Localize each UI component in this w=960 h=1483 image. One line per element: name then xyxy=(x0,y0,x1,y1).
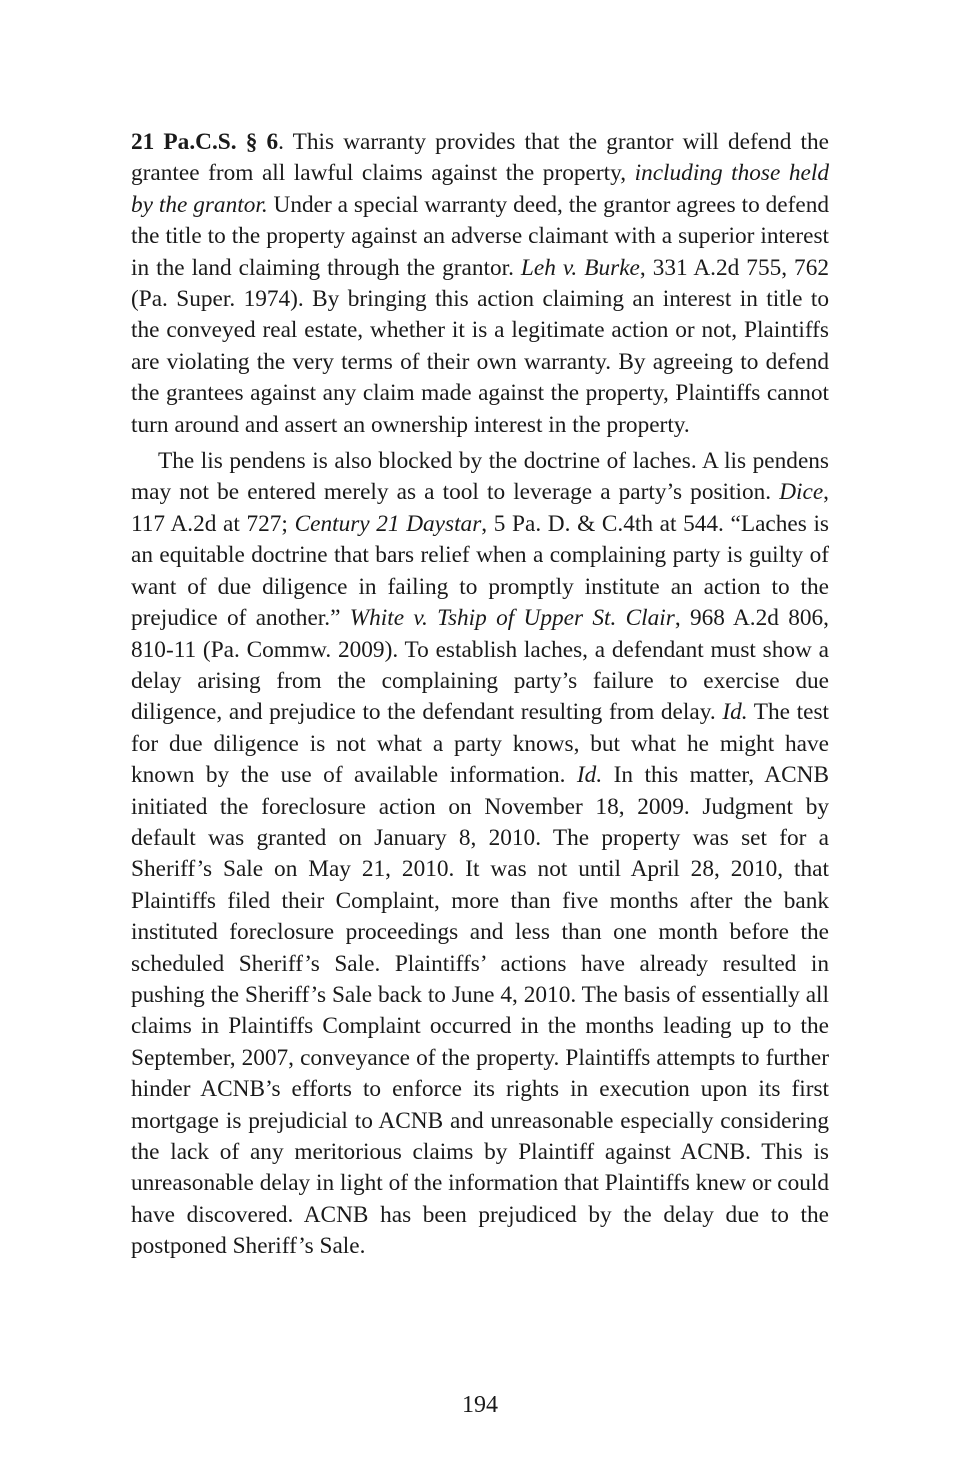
document-body xyxy=(131,127,829,1263)
text-run: The test for due diligence is not what a party knows, but what he might have known by the use of available information. xyxy=(131,699,829,789)
text-run: , 117 A.2d at 727; xyxy=(131,479,829,537)
citation-id: Id. xyxy=(576,762,603,789)
page-number: 194 xyxy=(462,1392,498,1418)
text-run: , 968 A.2d 806, 810-11 (Pa. Commw. 2009). To establish laches, a defendant must show a delay arising from the complaining party’s failure to exercise due diligence, and prejudice to the defendant resulting from delay. xyxy=(131,605,829,726)
text-run: The lis pendens is also blocked by the doctrine of laches. A lis pendens may not be entered merely as a tool to leverage a party’s position. xyxy=(131,448,829,506)
text-run: Under a special warranty deed, the grantor agrees to defend the title to the property against an adverse claimant with a superior interest in the land claiming through the grantor. xyxy=(131,191,829,281)
paragraph-warranty xyxy=(131,127,829,441)
text-run: , 5 Pa. D. & C.4th at 544. “Laches is an equitable doctrine that bars relief when a complaining party is guilty of want of due diligence in failing to promptly institute an action to the prejudice of another.” xyxy=(131,510,830,632)
case-name: Dice xyxy=(779,479,824,506)
case-name: White v. Tship of Upper St. Clair xyxy=(349,605,675,632)
citation-id: Id. xyxy=(722,699,748,726)
text-run: . This warranty provides that the grantor will defend the grantee from all lawful claims against the property, xyxy=(131,129,829,187)
text-run: In this matter, ACNB initiated the foreclosure action on November 18, 2009. Judgment by default was granted on January 8, 2010. The property was set for a Sheriff’s Sale on May 21, 2010. It was not until April 28, 2010, that Plaintiffs filed their Complaint, more than five months after the bank instituted foreclosure proceedings and less than one month before the scheduled Sheriff’s Sale. Plaintiffs’ actions have already resulted in pushing the Sheriff’s Sale back to June 4, 2010. The basis of essentially all claims in Plaintiffs Complaint occurred in the months leading up to the September, 2007, conveyance of the property. Plaintiffs attempts to further hinder ACNB’s efforts to enforce its rights in execution upon its first mortgage is prejudicial to ACNB and unreasonable especially considering the lack of any meritorious claims by Plaintiff against ACNB. This is unreasonable delay in light of the information that Plaintiffs knew or could have discovered. ACNB has been prejudiced by the delay due to the postponed Sheriff’s Sale. xyxy=(131,762,829,1260)
case-name: Leh v. Burke xyxy=(520,254,640,281)
case-name: Century 21 Daystar xyxy=(294,510,482,537)
statute-citation: 21 Pa.C.S. § 6 xyxy=(131,129,279,155)
text-run: , 331 A.2d 755, 762 (Pa. Super. 1974). By bringing this action claiming an interest in title to the conveyed real estate, whether it is a legitimate action or not, Plaintiffs are violating the very terms of their own warranty. By agreeing to defend the grantees against any claim made against the property, Plaintiffs cannot turn around and assert an ownership interest in the property. xyxy=(131,254,829,438)
emphasis-text: including those held by the grantor. xyxy=(131,160,829,218)
paragraph-laches xyxy=(131,446,829,1263)
